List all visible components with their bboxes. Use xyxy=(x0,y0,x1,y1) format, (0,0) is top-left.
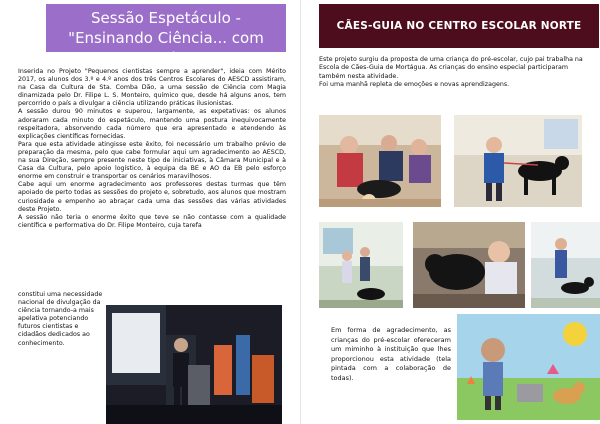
guide-dog-photo-1 xyxy=(319,115,441,207)
guide-dog-photo-2 xyxy=(454,115,582,207)
right-page xyxy=(300,0,600,424)
guide-dog-photo-5 xyxy=(531,222,600,308)
thanks-text: Em forma de agradecimento, as crianças do pré-escolar ofereceram um miminho à instituição que lhes proporcionou esta atividade (tela pintada com a colaboração de todas). xyxy=(331,326,451,382)
left-paragraph: Cabe aqui um enorme agradecimento aos professores destas turmas que têm apoiado de perto todas as sessões do projeto e, sobretudo, aos alunos que mostram curiosidade e empenho ao abraçar cada uma das sessões das várias atividades deste Projeto. xyxy=(18,181,286,213)
children-painting xyxy=(457,314,600,420)
right-paragraph: Foi uma manhã repleta de emoções e novas aprendizagens. xyxy=(319,81,510,89)
stage-photo xyxy=(106,305,282,424)
left-article-body xyxy=(18,68,286,230)
left-paragraph: Inserida no Projeto "Pequenos cientistas sempre a aprender", ideia com Mérito 2017, os alunos dos 3.º e 4.º anos dos três Centros Escolares do AESCD assistiram, na Casa da Cultura de Sta. Comba Dão, a uma sessão de Ciência com Magia dinamizada pelo Dr. Filipe L. S. Monteiro, químico que, desde há alguns anos, tem percorrido o país a divulgar a ciência utilizando práticas ilusionistas. xyxy=(18,68,286,108)
right-page-title: CÃES-GUIA NO CENTRO ESCOLAR NORTE xyxy=(319,4,599,48)
left-title-line2: "Ensinando Ciência... com Magia" xyxy=(68,29,264,67)
left-paragraph: A sessão não teria o enorme êxito que teve se não contasse com a qualidade científica e performativa do Dr. Filipe Monteiro, cuja tarefa xyxy=(18,213,286,229)
left-title-line1: Sessão Espetáculo - xyxy=(91,9,241,27)
left-wrap-text: constitui uma necessidade nacional de divulgação da ciência tornando-a mais apelativa potenciando futuros cientistas e cidadãos dedicados ao conhecimento. xyxy=(18,291,103,347)
left-paragraph: Para que esta atividade atingisse este êxito, foi necessário um trabalho prévio de preparação da mesma, pelo que cabe formular aqui um agradecimento ao AESCD, na sua Direção, sempre presente neste tipo de iniciativas, à Câmara Municipal e à Casa da Cultura, pelo apoio logístico, à equipa da BE e AO da EB pelo esforço enorme em construir e transportar os cenários maravilhosos. xyxy=(18,140,286,181)
left-page-title xyxy=(46,4,286,67)
guide-dog-photo-4 xyxy=(413,222,525,308)
right-paragraph: Este projeto surgiu da proposta de uma criança do pré-escolar, cujo pai trabalha na Escola de Cães-Guia de Mortágua. As crianças do ensino especial participaram também nesta atividade. xyxy=(319,56,583,80)
left-paragraph: A sessão durou 90 minutos e superou, largamente, as expetativas: os alunos adoraram cada minuto do espetáculo, mantendo uma postura inequivocamente respeitadora, absorvendo cada número que era apresentado e atendendo às explicações científicas fornecidas. xyxy=(18,108,286,140)
guide-dog-photo-3 xyxy=(319,222,403,308)
right-article-body xyxy=(319,56,585,90)
